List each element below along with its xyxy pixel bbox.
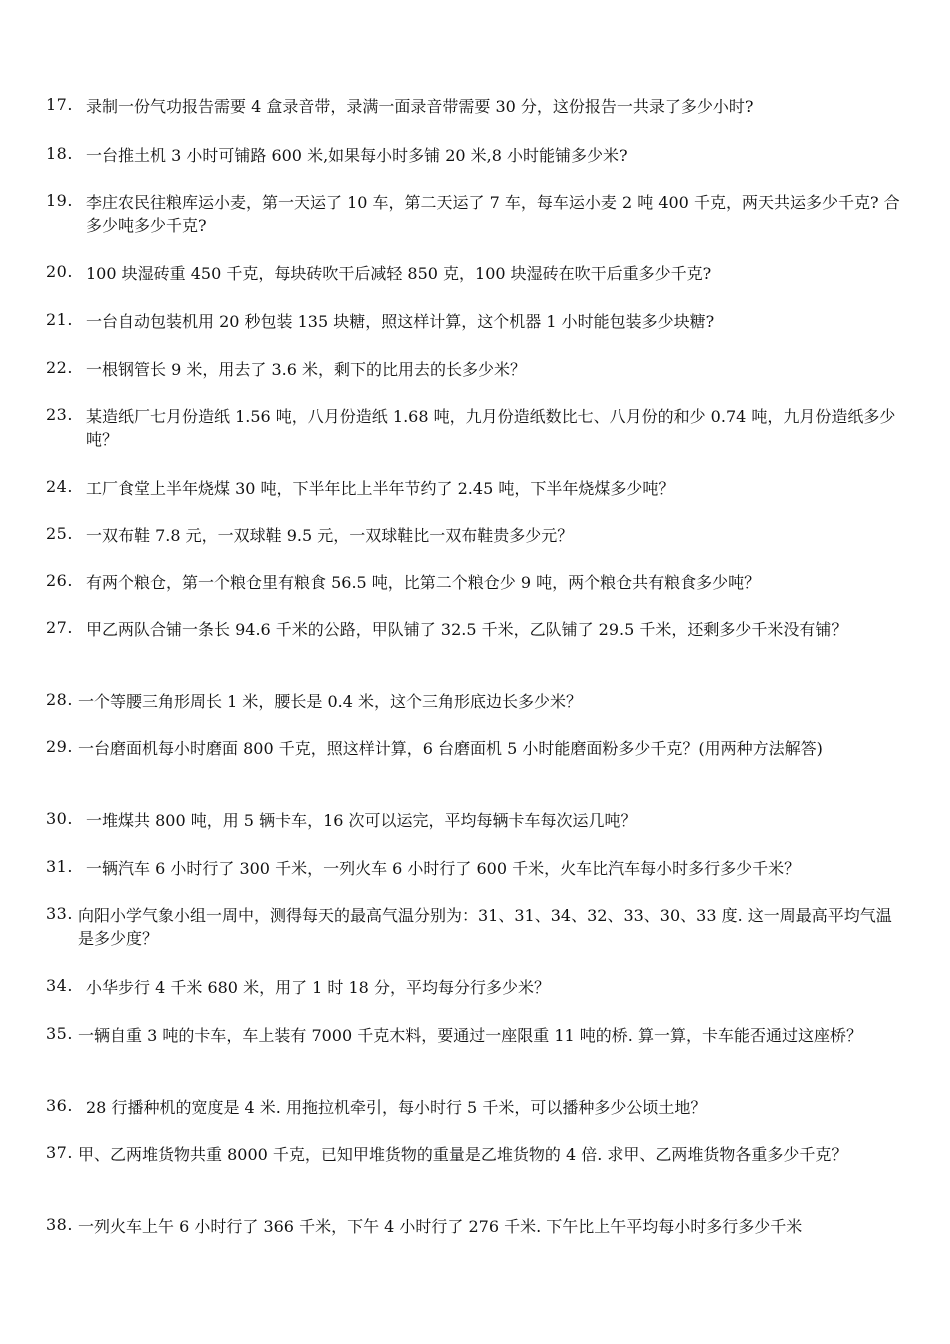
question-number: 24.: [46, 477, 73, 496]
question-text: 有两个粮仓，第一个粮仓里有粮食 56.5 吨，比第二个粮仓少 9 吨，两个粮仓共有粮食多少吨？: [86, 573, 761, 592]
question-number: 18.: [46, 144, 73, 163]
question-number: 31.: [46, 857, 73, 876]
question-number: 28.: [46, 690, 73, 709]
question-number: 34.: [46, 976, 73, 995]
question-number: 33.: [46, 904, 73, 923]
question-number: 27.: [46, 618, 73, 637]
question-number: 17.: [46, 95, 73, 114]
question-text: 一台磨面机每小时磨面 800 千克，照这样计算，6 台磨面机 5 小时能磨面粉多少千克？(用两种方法解答): [78, 739, 823, 758]
question-text: 一台自动包装机用 20 秒包装 135 块糖，照这样计算，这个机器 1 小时能包装多少块糖?: [86, 312, 715, 331]
question-text: 向阳小学气象小组一周中，测得每天的最高气温分别为：31、31、34、32、33、30、33 度. 这一周最高平均气温是多少度？: [78, 906, 892, 948]
question-text: 一辆汽车 6 小时行了 300 千米，一列火车 6 小时行了 600 千米，火车比汽车每小时多行多少千米？: [86, 859, 801, 878]
question-text: 录制一份气功报告需要 4 盒录音带，录满一面录音带需要 30 分，这份报告一共录了多少小时?: [86, 97, 754, 116]
question-number: 35.: [46, 1024, 73, 1043]
question-text: 甲乙两队合铺一条长 94.6 千米的公路，甲队铺了 32.5 千米，乙队铺了 29.5 千米，还剩多少千米没有铺？: [86, 620, 848, 639]
question-text: 28 行播种机的宽度是 4 米. 用拖拉机牵引，每小时行 5 千米，可以播种多少公顷土地？: [86, 1098, 707, 1117]
question-text: 一双布鞋 7.8 元，一双球鞋 9.5 元，一双球鞋比一双布鞋贵多少元？: [86, 526, 574, 545]
question-number: 25.: [46, 524, 73, 543]
question-number: 19.: [46, 191, 73, 210]
question-number: 30.: [46, 809, 73, 828]
question-number: 20.: [46, 262, 73, 281]
question-text: 一辆自重 3 吨的卡车，车上装有 7000 千克木料，要通过一座限重 11 吨的桥. 算一算，卡车能否通过这座桥？: [78, 1026, 862, 1045]
question-number: 38.: [46, 1215, 73, 1234]
question-text: 一列火车上午 6 小时行了 366 千米，下午 4 小时行了 276 千米. 下午比上午平均每小时多行多少千米: [78, 1217, 803, 1236]
question-number: 26.: [46, 571, 73, 590]
question-text: 一堆煤共 800 吨，用 5 辆卡车，16 次可以运完，平均每辆卡车每次运几吨？: [86, 811, 637, 830]
question-number: 23.: [46, 405, 73, 424]
question-number: 36.: [46, 1096, 73, 1115]
question-text: 一台推土机 3 小时可铺路 600 米,如果每小时多铺 20 米,8 小时能铺多少米?: [86, 146, 628, 165]
question-text: 小华步行 4 千米 680 米，用了 1 时 18 分，平均每分行多少米？: [86, 978, 550, 997]
question-number: 37.: [46, 1143, 73, 1162]
question-text: 一根钢管长 9 米，用去了 3.6 米，剩下的比用去的长多少米？: [86, 360, 526, 379]
question-text: 工厂食堂上半年烧煤 30 吨，下半年比上半年节约了 2.45 吨，下半年烧煤多少吨？: [86, 479, 675, 498]
question-text: 100 块湿砖重 450 千克，每块砖吹干后减轻 850 克，100 块湿砖在吹干后重多少千克?: [86, 264, 712, 283]
question-text: 某造纸厂七月份造纸 1.56 吨，八月份造纸 1.68 吨，九月份造纸数比七、八月份的和少 0.74 吨，九月份造纸多少吨？: [86, 407, 896, 449]
question-number: 22.: [46, 358, 73, 377]
question-text: 一个等腰三角形周长 1 米，腰长是 0.4 米，这个三角形底边长多少米？: [78, 692, 582, 711]
question-number: 29.: [46, 737, 73, 756]
question-text: 甲、乙两堆货物共重 8000 千克，已知甲堆货物的重量是乙堆货物的 4 倍. 求甲、乙两堆货物各重多少千克？: [78, 1145, 848, 1164]
question-number: 21.: [46, 310, 73, 329]
question-text: 李庄农民往粮库运小麦，第一天运了 10 车，第二天运了 7 车，每车运小麦 2 吨 400 千克，两天共运多少千克? 合多少吨多少千克?: [86, 193, 900, 235]
